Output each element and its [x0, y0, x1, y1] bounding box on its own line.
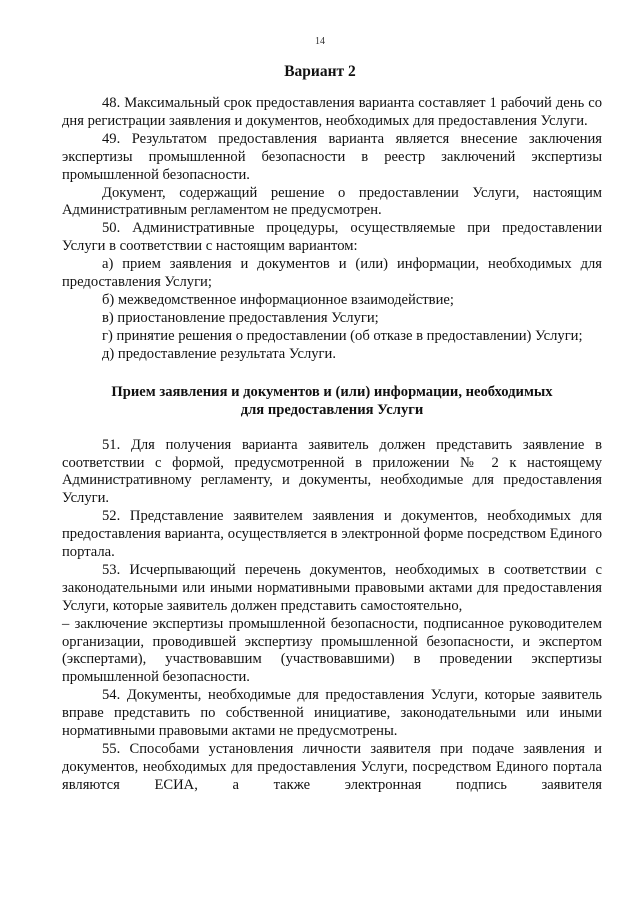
list-item-v: в) приостановление предоставления Услуги;	[102, 309, 379, 326]
paragraph-55: 55. Способами установления личности заявителя при подаче заявления и документов, необходимых для предоставления Услуги, посредством Единого портала являются ЕСИА, а также электронная подпись заявителя	[62, 741, 602, 793]
section-heading-line2: для предоставления Услуги	[240, 401, 424, 418]
list-item-d: д) предоставление результата Услуги.	[102, 345, 336, 362]
paragraph-decision-document: Документ, содержащий решение о предоставлении Услуги, настоящим Административным регламентом не предусмотрен.	[62, 184, 602, 219]
paragraph-51: 51. Для получения варианта заявитель должен представить заявление в соответствии с формой, предусмотренной в приложении № 2 к настоящему Административному регламенту, и документы, необходимые для предоставления Услуги.	[62, 436, 602, 507]
list-item-a: а) прием заявления и документов и (или) информации, необходимых для предоставления Услуги;	[62, 256, 602, 291]
list-item-b: б) межведомственное информационное взаимодействие;	[102, 291, 454, 308]
paragraph-53-item: – заключение экспертизы промышленной безопасности, подписанное руководителем организации, проводившей экспертизу промышленной безопасности, и экспертом (экспертами), участвовавшим (участвовавшими) в проведении экспертизы промышленной безопасности.	[62, 615, 602, 686]
paragraph-52: 52. Представление заявителем заявления и документов, необходимых для предоставления варианта, осуществляется в электронной форме посредством Единого портала.	[62, 508, 602, 561]
paragraph-50: 50. Административные процедуры, осуществляемые при предоставлении Услуги в соответствии с настоящим вариантом:	[62, 220, 602, 255]
paragraph-53: 53. Исчерпывающий перечень документов, необходимых в соответствии с законодательными или иными нормативными правовыми актами для предоставления Услуги, которые заявитель должен представить самостоятельно,	[62, 561, 602, 614]
paragraph-54: 54. Документы, необходимые для предоставления Услуги, которые заявитель вправе представить по собственной инициативе, законодательными или иными нормативными правовыми актами не предусмотрены.	[62, 687, 602, 740]
page-number: 14	[315, 36, 325, 47]
list-item-g: г) принятие решения о предоставлении (об отказе в предоставлении) Услуги;	[102, 327, 583, 344]
page-title: Вариант 2	[284, 63, 356, 80]
paragraph-49: 49. Результатом предоставления варианта является внесение заключения экспертизы промышленной безопасности в реестр заключений экспертизы промышленной безопасности.	[62, 130, 602, 183]
section-heading-line1: Прием заявления и документов и (или) информации, необходимых	[111, 383, 553, 400]
paragraph-48: 48. Максимальный срок предоставления варианта составляет 1 рабочий день со дня регистрации заявления и документов, необходимых для предоставления Услуги.	[62, 95, 602, 129]
section-heading	[62, 383, 602, 419]
document-body	[62, 95, 602, 795]
